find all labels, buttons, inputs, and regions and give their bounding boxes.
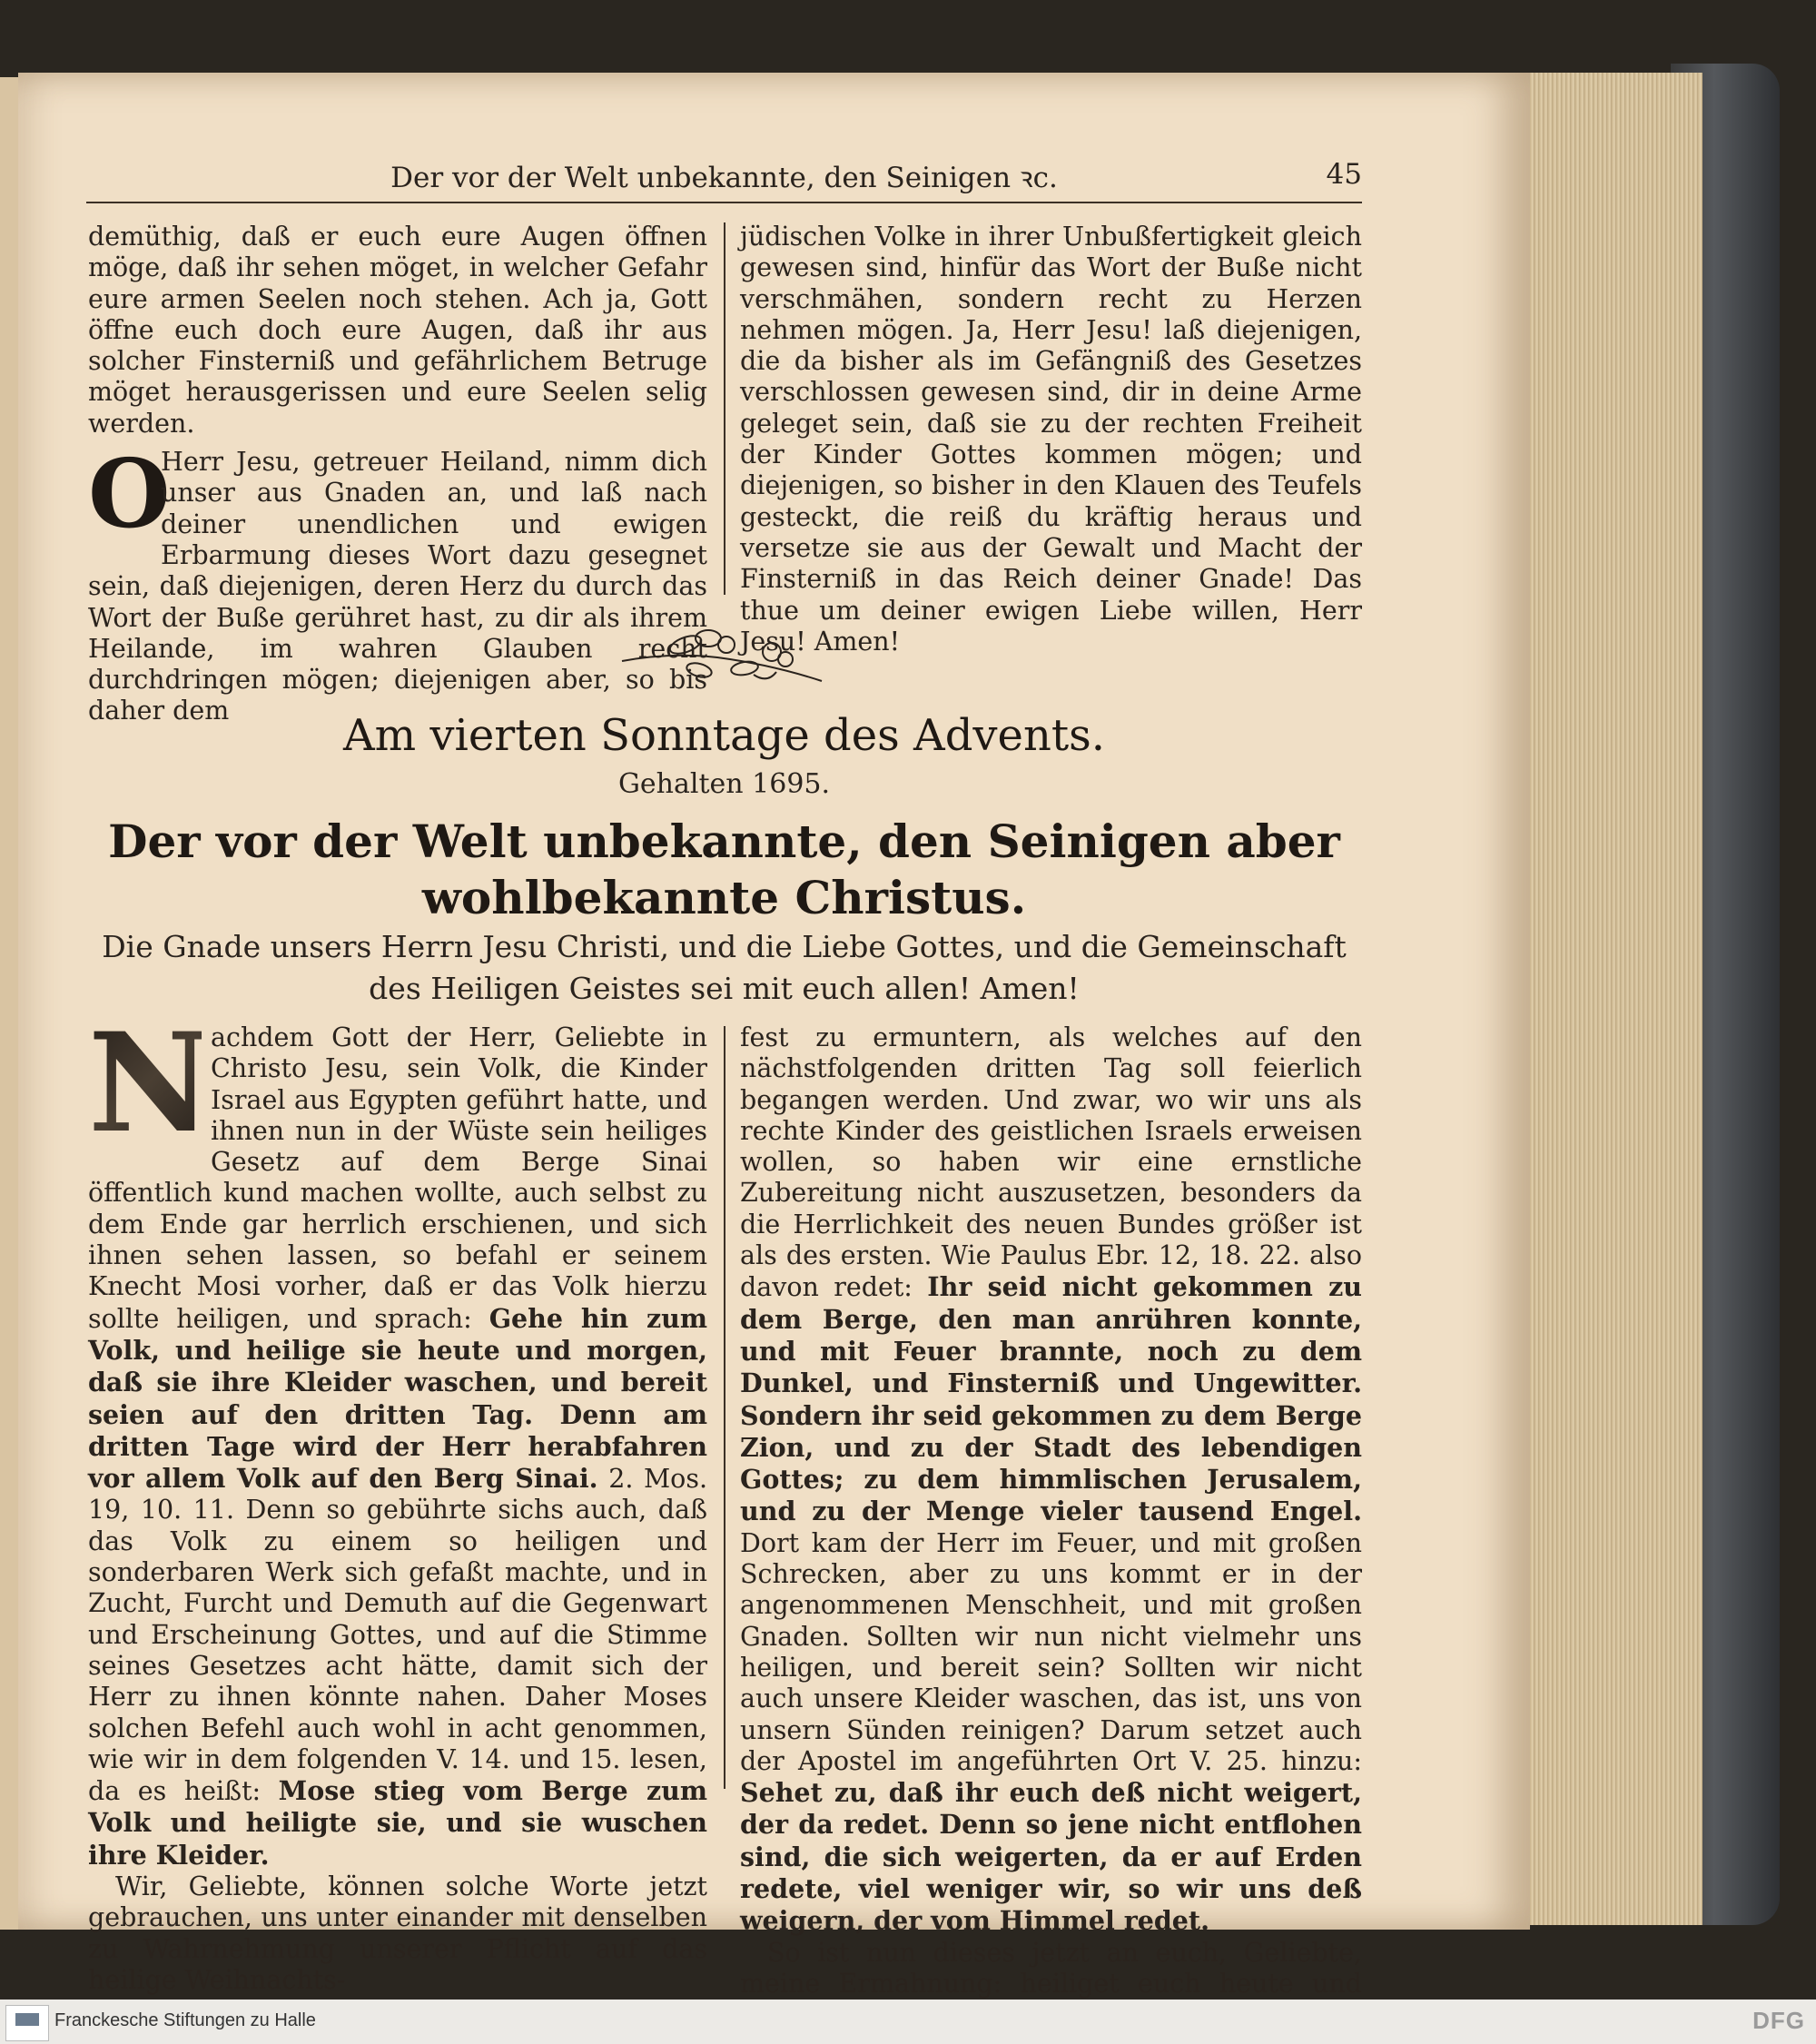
text: 2. Mos. 19, 10. 11. Denn so gebührte sichs auch, daß das Volk zu einem so heiligen und sonderbaren Werk sich gefaßt machte, und in Zucht, Furcht und Demuth auf die Gegenwart und Erscheinung Gottes, und auf die Stimme seines Gesetzes acht hätte, damit sich der Herr zu ihnen könnte nahen. Daher Moses solchen Befehl auch wohl in acht genommen, wie wir in dem folgenden V. 14. und 15. lesen, da es heißt: bbox=[88, 1464, 708, 1807]
page-edges bbox=[1521, 73, 1702, 1925]
drop-cap: O bbox=[88, 438, 171, 550]
left-column-top bbox=[88, 222, 707, 727]
column-divider-top bbox=[724, 222, 725, 595]
running-header bbox=[86, 156, 1362, 203]
held-date: Gehalten 1695. bbox=[617, 768, 831, 800]
institution-logo-icon bbox=[5, 2005, 49, 2041]
paragraph: Wir, Geliebte, können solche Worte jetzt gebrauchen, uns unter einander mit denselben zu Wahrnehmung unserer Pflicht auf das heilige Weihnachts- bbox=[88, 1871, 707, 1995]
text: Dort kam der Herr im Feuer, und mit großen Schrecken, aber zu uns kommt er in der angenommenen Menschheit, und mit großen Gnaden. Sollten wir nun nicht vielmehr uns heiligen, und bereit sein? Sollten wir nicht auch unsere Kleider waschen, das ist, uns von unsern Sünden reinigen? Darum setzet auch der Apostel im angeführten Ort V. 25. hinzu: bbox=[740, 1527, 1362, 1776]
page-number: 45 bbox=[1326, 158, 1362, 191]
institution-name: Franckesche Stiftungen zu Halle bbox=[54, 2010, 316, 2030]
scripture-quote: Sehet zu, daß ihr euch deß nicht weigert, der da redet. Denn so jene nicht entflohen sind, die sich weigerten, da er auf Erden redete, viel weniger wir, so wir uns deß weigern, der vom Himmel redet. bbox=[740, 1777, 1362, 1937]
prayer-text: Herr Jesu, getreuer Heiland, nimm dich unser aus Gnaden an, und laß nach deiner unendlichen und ewigen Erbarmung dieses Wort dazu gesegnet sein, daß diejenigen, deren Herz du durch das Wort der Buße gerühret hast, zu dir als ihrem Heilande, im wahren Glauben recht durchdringen mögen; diejenigen aber, so bis daher dem bbox=[88, 447, 707, 726]
viewer-footer bbox=[0, 2000, 1816, 2044]
floral-ornament-icon bbox=[617, 625, 826, 688]
paragraph: jüdischen Volke in ihrer Unbußfertigkeit gleich gewesen sind, hinfür das Wort der Buße nicht verschmähen, sondern recht zu Herzen nehmen mögen. Ja, Herr Jesu! laß diejenigen, die da bisher als im Gefängniß des Gesetzes verschlossen gewesen sind, dir in deine Arme geleget sein, daß sie zu der rechten Freiheit der Kinder Gottes kommen mögen; und diejenigen, so bisher in den Klauen des Teufels gesteckt, die reiß du kräftig heraus und versetze sie aus der Gewalt und Macht der Finsterniß in das Reich deiner Gnade! Das thue um deiner ewigen Liebe willen, Herr Jesu! Amen! bbox=[740, 222, 1362, 657]
right-column-top bbox=[740, 222, 1362, 657]
right-column-bottom bbox=[740, 1022, 1362, 2031]
scripture-quote: Mose stieg vom Berge zum Volk und heiligte sie, und sie wuschen ihre Kleider. bbox=[88, 1775, 708, 1871]
sunday-heading: Am vierten Sonntage des Advents. bbox=[342, 710, 1106, 761]
prayer-paragraph bbox=[88, 438, 707, 727]
sermon-title: Der vor der Welt unbekannte, den Seinigen aber wohlbekannte Christus. bbox=[108, 815, 1340, 924]
drop-cap: N bbox=[88, 1003, 213, 1163]
header-title: Der vor der Welt unbekannte, den Seinigen ꝛc. bbox=[390, 162, 1058, 194]
dfg-logo: DFG bbox=[1752, 2007, 1805, 2034]
paragraph: So ist nun dieses jetzt an euch, Geliebte, meine Ermahnung: heiliget euch heute und bbox=[740, 1937, 1362, 1999]
sermon-paragraph bbox=[740, 1022, 1362, 1938]
scripture-quote: Ihr seid nicht gekommen zu dem Berge, den man anrühren konnte, und mit Feuer brannte, noch zu dem Dunkel, und Finsterniß und Ungewitter. Sondern ihr seid gekommen zu dem Berge Zion, und zu der Stadt des lebendigen Gottes; zu dem himmlischen Jerusalem, und zu der Menge vieler tausend Engel. bbox=[740, 1271, 1362, 1527]
sermon-paragraph bbox=[88, 1003, 708, 1871]
left-page-edge bbox=[0, 77, 20, 1930]
text: achdem Gott der Herr, Geliebte in Christo Jesu, sein Volk, die Kinder Israel aus Egypten geführt hatte, und ihnen nun in der Wüste sein heiliges Gesetz auf dem Berge Sinai öffentlich kund machen wollte, auch selbst zu dem Ende gar herrlich erschienen, und sich ihnen sehen lassen, so befahl er seinem Knecht Mosi vorher, daß er das Volk hierzu sollte heiligen, und sprach: bbox=[88, 1022, 707, 1334]
text: fest zu ermuntern, als welches auf den nächstfolgenden dritten Tag soll feierlich begangen werden. Und zwar, wo wir uns als rechte Kinder des geistlichen Israels erweisen wollen, so haben wir eine ernstliche Zubereitung nicht auszusetzen, besonders da die Herrlichkeit des neuen Bundes größer ist als des ersten. Wie Paulus Ebr. 12, 18. 22. also davon redet: bbox=[740, 1022, 1362, 1303]
left-column-bottom bbox=[88, 1003, 708, 1996]
column-divider-bottom bbox=[724, 1026, 725, 1789]
paragraph: demüthig, daß er euch eure Augen öffnen möge, daß ihr sehen möget, in welcher Gefahr eure armen Seelen noch stehen. Ach ja, Gott öffne euch doch eure Augen, daß ihr aus solcher Finsterniß und gefährlichem Betruge möget herausgerissen und eure Seelen selig werden. bbox=[88, 222, 707, 439]
blessing: Die Gnade unsers Herrn Jesu Christi, und die Liebe Gottes, und die Gemeinschaft des Heiligen Geistes sei mit euch allen! Amen! bbox=[102, 929, 1347, 1006]
scripture-quote: Gehe hin zum Volk, und heilige sie heute und morgen, daß sie ihre Kleider waschen, und bereit seien auf den dritten Tag. Denn am dritten Tage wird der Herr herabfahren vor allem Volk auf den Berg Sinai. bbox=[88, 1302, 708, 1495]
